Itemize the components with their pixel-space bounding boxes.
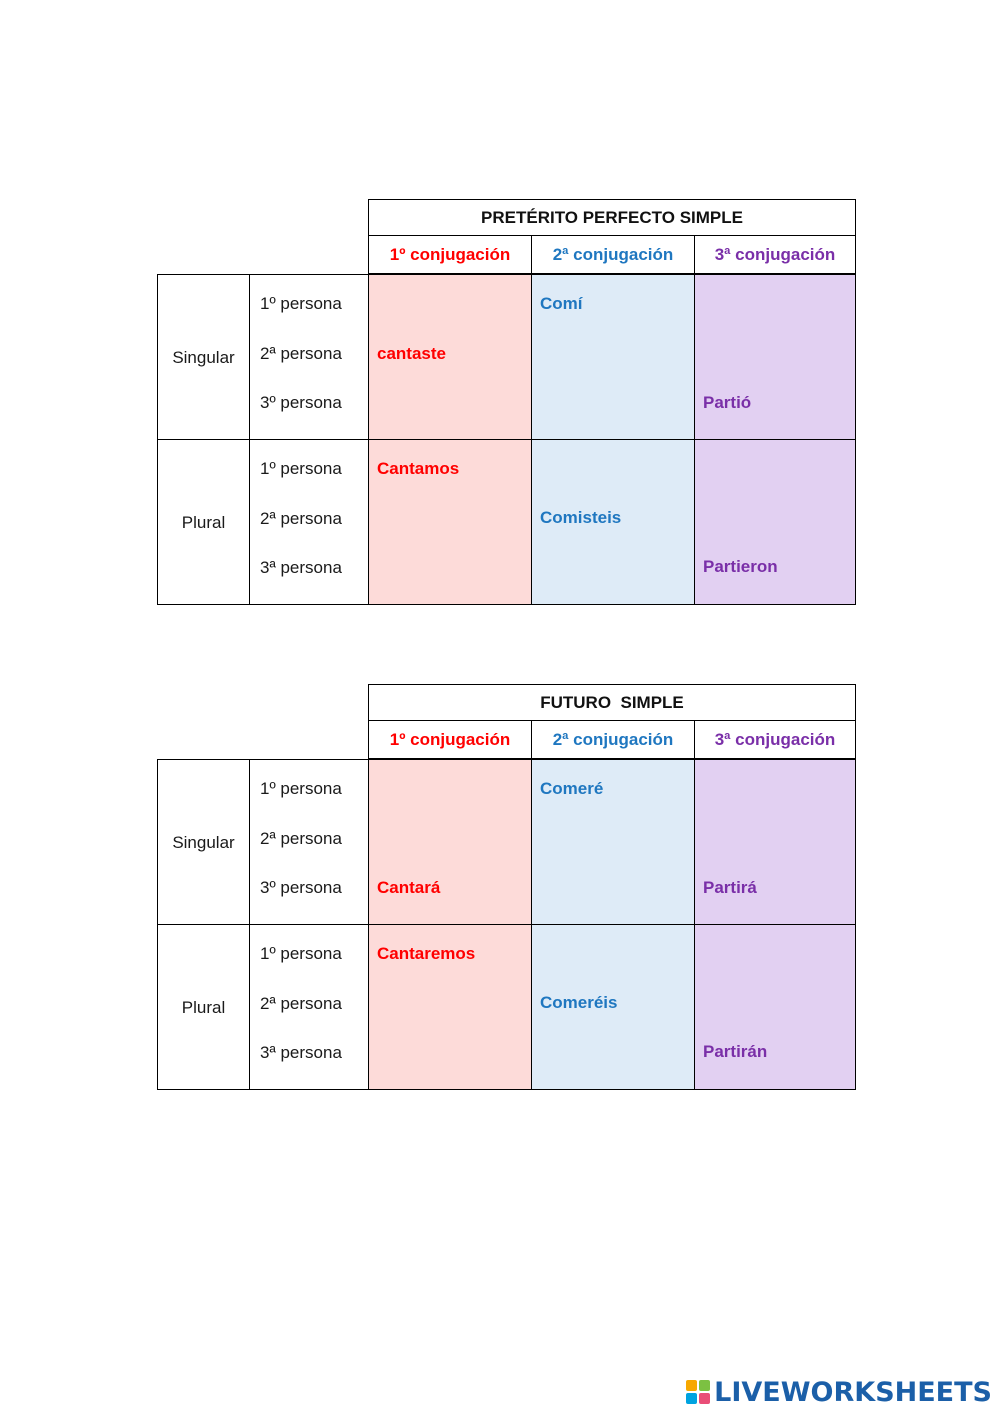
table-title: PRETÉRITO PERFECTO SIMPLE bbox=[368, 199, 856, 236]
answer-cell[interactable]: Partieron bbox=[703, 557, 778, 576]
person-label: 3ª persona bbox=[260, 1043, 342, 1062]
persons-singular bbox=[250, 275, 369, 440]
header-3-conjugacion: 3ª conjugación bbox=[694, 721, 856, 759]
plural-label: Plural bbox=[158, 925, 250, 1090]
person-label: 2ª persona bbox=[260, 344, 342, 363]
person-label: 1º persona bbox=[260, 294, 342, 313]
answer-cell[interactable]: Partirán bbox=[703, 1042, 768, 1061]
row-divider bbox=[158, 439, 855, 440]
header-2-conjugacion: 2ª conjugación bbox=[531, 721, 694, 759]
answer-cell[interactable]: Cantamos bbox=[377, 459, 460, 478]
header-1-conjugacion: 1º conjugación bbox=[368, 721, 531, 759]
answer-cell[interactable]: Comí bbox=[540, 294, 583, 313]
liveworksheets-logo bbox=[686, 1377, 992, 1407]
persons-singular bbox=[250, 760, 369, 925]
brand-text: LIVEWORKSHEETS bbox=[714, 1376, 992, 1408]
answer-cell[interactable]: Cantaremos bbox=[377, 944, 476, 963]
answer-cell[interactable]: Partirá bbox=[703, 878, 757, 897]
header-1-conjugacion: 1º conjugación bbox=[368, 236, 531, 274]
answer-cell[interactable]: Partió bbox=[703, 393, 752, 412]
answer-cell[interactable]: Comeréis bbox=[540, 993, 618, 1012]
person-label: 3ª persona bbox=[260, 558, 342, 577]
header-3-conjugacion: 3ª conjugación bbox=[694, 236, 856, 274]
conjugation-grid bbox=[157, 759, 856, 1090]
persons-plural bbox=[250, 440, 369, 605]
table-title: FUTURO SIMPLE bbox=[368, 684, 856, 721]
singular-label: Singular bbox=[158, 760, 250, 925]
liveworksheets-logo-icon bbox=[686, 1380, 710, 1404]
answer-cell[interactable]: cantaste bbox=[377, 344, 446, 363]
answer-cell[interactable]: Comeré bbox=[540, 779, 604, 798]
person-label: 1º persona bbox=[260, 779, 342, 798]
person-label: 2ª persona bbox=[260, 829, 342, 848]
answer-cell[interactable]: Cantará bbox=[377, 878, 441, 897]
conjugation-grid bbox=[157, 274, 856, 605]
header-2-conjugacion: 2ª conjugación bbox=[531, 236, 694, 274]
person-label: 2ª persona bbox=[260, 994, 342, 1013]
person-label: 3º persona bbox=[260, 393, 342, 412]
singular-label: Singular bbox=[158, 275, 250, 440]
person-label: 1º persona bbox=[260, 944, 342, 963]
person-label: 2ª persona bbox=[260, 509, 342, 528]
person-label: 3º persona bbox=[260, 878, 342, 897]
persons-plural bbox=[250, 925, 369, 1090]
answer-cell[interactable]: Comisteis bbox=[540, 508, 622, 527]
row-divider bbox=[158, 924, 855, 925]
person-label: 1º persona bbox=[260, 459, 342, 478]
plural-label: Plural bbox=[158, 440, 250, 605]
